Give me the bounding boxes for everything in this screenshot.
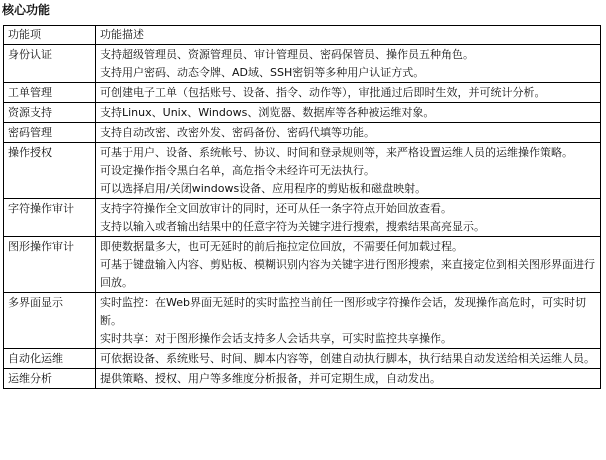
- feature-description-cell: [96, 123, 601, 143]
- table-row: [4, 369, 601, 389]
- table-row: [4, 83, 601, 103]
- feature-name-cell: 身份认证: [4, 45, 96, 83]
- feature-name-cell: 运维分析: [4, 369, 96, 389]
- feature-description-cell: [96, 369, 601, 389]
- feature-name-cell: 字符操作审计: [4, 199, 96, 237]
- section-title: 核心功能: [2, 3, 51, 17]
- feature-name-cell: 密码管理: [4, 123, 96, 143]
- feature-name-cell: 自动化运维: [4, 349, 96, 369]
- feature-name-cell: 资源支持: [4, 103, 96, 123]
- header-feature-item: 功能项: [4, 26, 96, 45]
- table-row: [4, 123, 601, 143]
- feature-description-cell: [96, 237, 601, 293]
- description-line: 支持自动改密、改密外发、密码备份、密码代填等功能。: [100, 126, 375, 139]
- description-line: 支持Linux、Unix、Windows、浏览器、数据库等各种被运维对象。: [100, 106, 435, 119]
- table-row: [4, 237, 601, 293]
- feature-name-cell: 操作授权: [4, 143, 96, 199]
- description-line: 即使数据量多大，也可无延时的前后拖拉定位回放，不需要任何加载过程。: [100, 240, 463, 253]
- table-header-row: [4, 26, 601, 45]
- description-line: 可创建电子工单（包括账号、设备、指令、动作等），审批通过后即时生效，并可统计分析。: [100, 86, 546, 99]
- description-line: 支持以输入或者输出结果中的任意字符为关键字进行搜索，搜索结果高亮显示。: [100, 220, 485, 233]
- description-line: 实时监控：在Web界面无延时的实时监控当前任一图形或字符操作会话，发现操作高危时，可实时切断。: [100, 296, 586, 327]
- feature-name-cell: 工单管理: [4, 83, 96, 103]
- feature-description-cell: [96, 293, 601, 349]
- feature-description-cell: [96, 45, 601, 83]
- table-row: [4, 143, 601, 199]
- feature-name-cell: 图形操作审计: [4, 237, 96, 293]
- table-row: [4, 199, 601, 237]
- description-line: 可基于键盘输入内容、剪贴板、模糊识别内容为关键字进行图形搜索，来直接定位到相关图形界面进行回放。: [100, 258, 595, 289]
- description-line: 可以选择启用/关闭windows设备、应用程序的剪贴板和磁盘映射。: [100, 182, 427, 195]
- feature-description-cell: [96, 103, 601, 123]
- feature-description-cell: [96, 349, 601, 369]
- table-row: [4, 349, 601, 369]
- feature-description-cell: [96, 199, 601, 237]
- table-row: [4, 293, 601, 349]
- table-row: [4, 103, 601, 123]
- description-line: 实时共享：对于图形操作会话支持多人会话共享，可实时监控共享操作。: [100, 332, 452, 345]
- table-row: [4, 45, 601, 83]
- feature-description-cell: [96, 143, 601, 199]
- description-line: 支持字符操作全文回放审计的同时，还可从任一条字符点开始回放查看。: [100, 202, 452, 215]
- header-feature-description: 功能描述: [96, 26, 601, 45]
- description-line: 可设定操作指令黑白名单，高危指令未经许可无法执行。: [100, 164, 375, 177]
- description-line: 可依据设备、系统账号、时间、脚本内容等，创建自动执行脚本，执行结果自动发送给相关运维人员。: [100, 352, 595, 365]
- description-line: 支持用户密码、动态令牌、AD域、SSH密钥等多种用户认证方式。: [100, 66, 425, 79]
- description-line: 支持超级管理员、资源管理员、审计管理员、密码保管员、操作员五种角色。: [100, 48, 474, 61]
- feature-table: [3, 25, 601, 389]
- description-line: 提供策略、授权、用户等多维度分析报备，并可定期生成，自动发出。: [100, 372, 441, 385]
- feature-description-cell: [96, 83, 601, 103]
- feature-name-cell: 多界面显示: [4, 293, 96, 349]
- description-line: 可基于用户、设备、系统帐号、协议、时间和登录规则等，来严格设置运维人员的运维操作策略。: [100, 146, 573, 159]
